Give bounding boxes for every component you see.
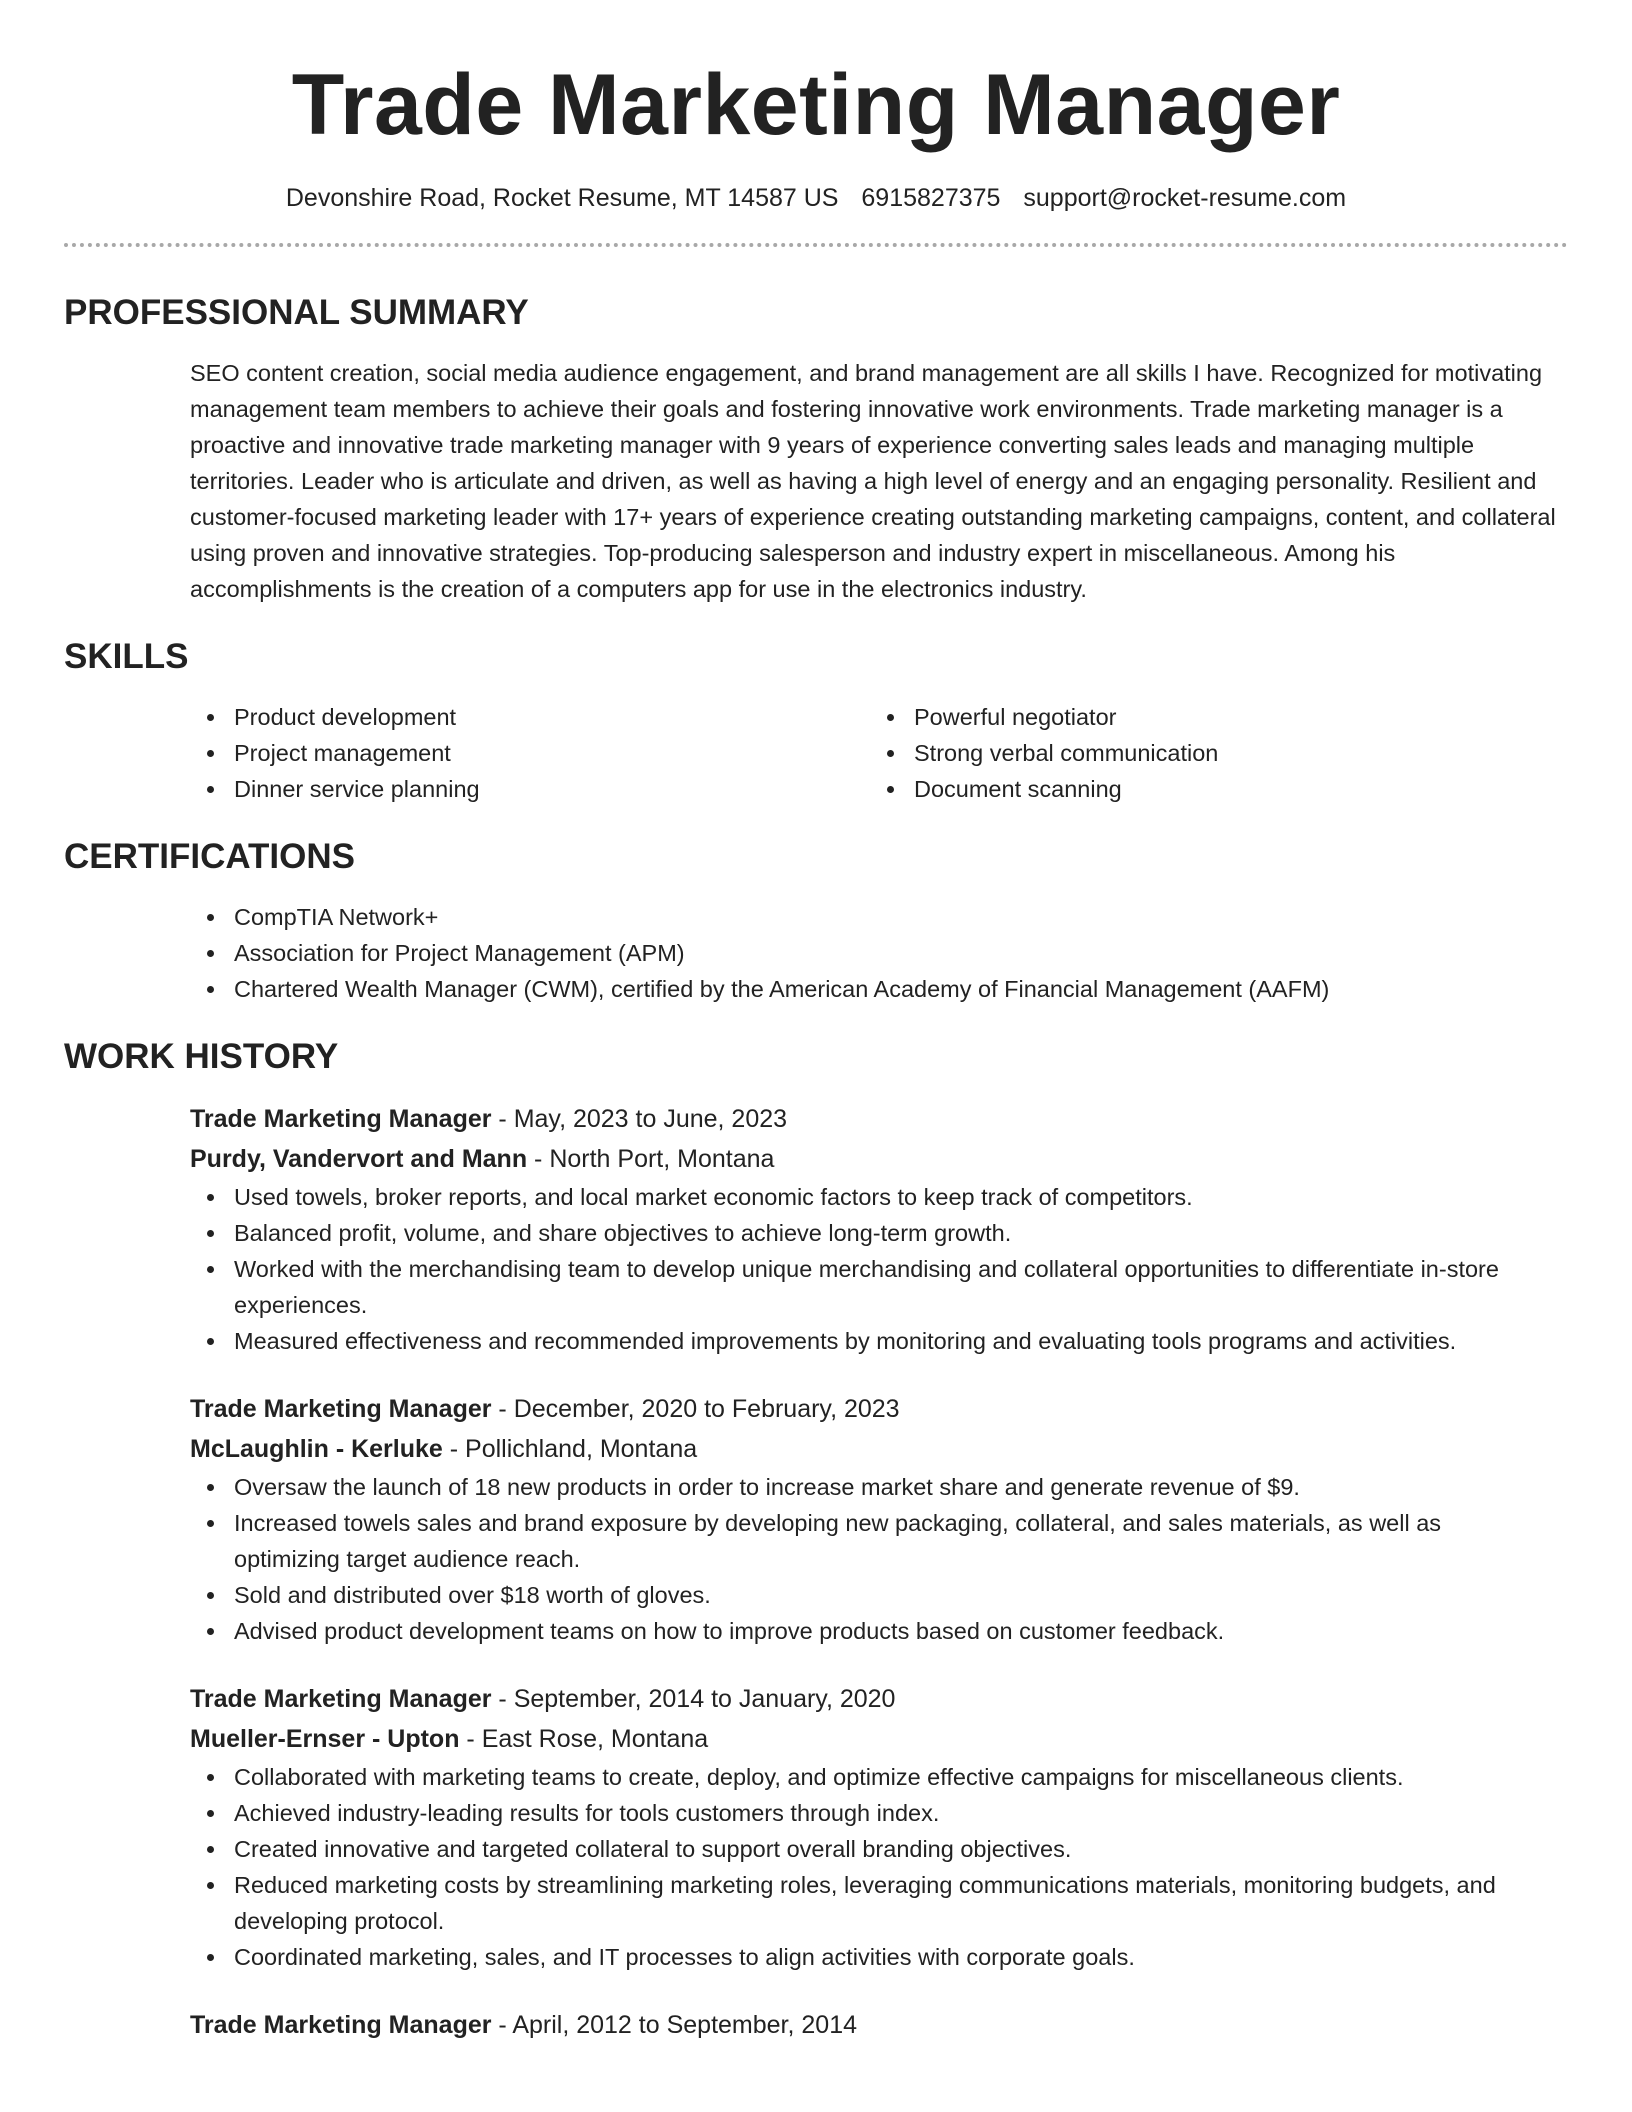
job-bullet: Created innovative and targeted collateral to support overall branding objectives. (234, 1831, 1548, 1867)
job-title-line (190, 1679, 1568, 1719)
job-bullet: Coordinated marketing, sales, and IT processes to align activities with corporate goals. (234, 1939, 1548, 1975)
job-bullet: Used towels, broker reports, and local market economic factors to keep track of competitors. (234, 1179, 1548, 1215)
skills-grid (64, 699, 1568, 807)
job-bullet: Sold and distributed over $18 worth of gloves. (234, 1577, 1548, 1613)
job-entry (64, 1679, 1568, 1975)
job-bullet: Oversaw the launch of 18 new products in order to increase market share and generate revenue of $9. (234, 1469, 1548, 1505)
job-entry (64, 1099, 1568, 1359)
job-location: - North Port, Montana (527, 1145, 775, 1173)
certification-item: CompTIA Network+ (234, 899, 1568, 935)
skill-item: Product development (234, 699, 744, 735)
job-dates: - April, 2012 to September, 2014 (491, 2011, 857, 2039)
job-company-line (190, 1139, 1568, 1179)
job-role: Trade Marketing Manager (190, 1105, 492, 1133)
job-title-line (190, 1389, 1568, 1429)
skill-item: Powerful negotiator (914, 699, 1218, 735)
job-company: Purdy, Vandervort and Mann (190, 1145, 528, 1173)
job-bullets (64, 1469, 1568, 1649)
job-bullet: Advised product development teams on how to improve products based on customer feedback. (234, 1613, 1548, 1649)
skills-list-right (744, 699, 1218, 807)
job-bullet: Reduced marketing costs by streamlining marketing roles, leveraging communications materials, monitoring budgets, and developing protocol. (234, 1867, 1548, 1939)
job-company: Mueller-Ernser - Upton (190, 1725, 460, 1753)
job-entry (64, 2005, 1568, 2045)
certifications-heading: CERTIFICATIONS (64, 837, 356, 876)
skill-item: Dinner service planning (234, 771, 744, 807)
job-bullet: Balanced profit, volume, and share objectives to achieve long-term growth. (234, 1215, 1548, 1251)
skill-item: Document scanning (914, 771, 1218, 807)
job-bullet: Collaborated with marketing teams to create, deploy, and optimize effective campaigns for miscellaneous clients. (234, 1759, 1548, 1795)
skill-item: Project management (234, 735, 744, 771)
skills-heading: SKILLS (64, 637, 189, 676)
contact-phone: 6915827375 (861, 184, 1001, 212)
summary-text: SEO content creation, social media audience engagement, and brand management are all skills I have. Recognized for motivating management team members to achieve their goals and fostering innovative work environments. Trade marketing manager is a proactive and innovative trade marketing manager with 9 years of experience converting sales leads and managing multiple territories. Leader who is articulate and driven, as well as having a high level of energy and an engaging personality. Resilient and customer-focused marketing leader with 17+ years of experience creating outstanding marketing campaigns, content, and collateral using proven and innovative strategies. Top-producing salesperson and industry expert in miscellaneous. Among his accomplishments is the creation of a computers app for use in the electronics industry. (190, 360, 1556, 602)
certifications-list (64, 899, 1568, 1007)
job-bullet: Measured effectiveness and recommended improvements by monitoring and evaluating tools programs and activities. (234, 1323, 1548, 1359)
header-divider (64, 243, 1568, 247)
job-bullet: Achieved industry-leading results for tools customers through index. (234, 1795, 1548, 1831)
job-role: Trade Marketing Manager (190, 1395, 492, 1423)
certification-item: Association for Project Management (APM) (234, 935, 1568, 971)
job-company: McLaughlin - Kerluke (190, 1435, 443, 1463)
contact-email: support@rocket-resume.com (1023, 184, 1347, 212)
contact-address: Devonshire Road, Rocket Resume, MT 14587 US (285, 184, 839, 212)
certification-item: Chartered Wealth Manager (CWM), certified by the American Academy of Financial Management (AAFM) (234, 971, 1568, 1007)
job-title-line (190, 2005, 1568, 2045)
job-role: Trade Marketing Manager (190, 2011, 492, 2039)
job-bullet: Worked with the merchandising team to develop unique merchandising and collateral opportunities to differentiate in-store experiences. (234, 1251, 1548, 1323)
work-history-heading: WORK HISTORY (64, 1037, 339, 1076)
job-dates: - May, 2023 to June, 2023 (491, 1105, 788, 1133)
job-company-line (190, 1429, 1568, 1469)
job-location: - Pollichland, Montana (442, 1435, 698, 1463)
summary-heading: PROFESSIONAL SUMMARY (64, 293, 529, 332)
job-title-line (190, 1099, 1568, 1139)
job-dates: - December, 2020 to February, 2023 (491, 1395, 900, 1423)
job-entry (64, 1389, 1568, 1649)
resume-name: Trade Marketing Manager (291, 57, 1341, 153)
job-dates: - September, 2014 to January, 2020 (491, 1685, 896, 1713)
job-company-line (190, 1719, 1568, 1759)
job-location: - East Rose, Montana (459, 1725, 709, 1753)
skill-item: Strong verbal communication (914, 735, 1218, 771)
contact-line (64, 184, 1568, 213)
job-bullet: Increased towels sales and brand exposure by developing new packaging, collateral, and sales materials, as well as optimizing target audience reach. (234, 1505, 1548, 1577)
job-bullets (64, 1179, 1568, 1359)
job-bullets (64, 1759, 1568, 1975)
skills-list-left (64, 699, 744, 807)
job-role: Trade Marketing Manager (190, 1685, 492, 1713)
